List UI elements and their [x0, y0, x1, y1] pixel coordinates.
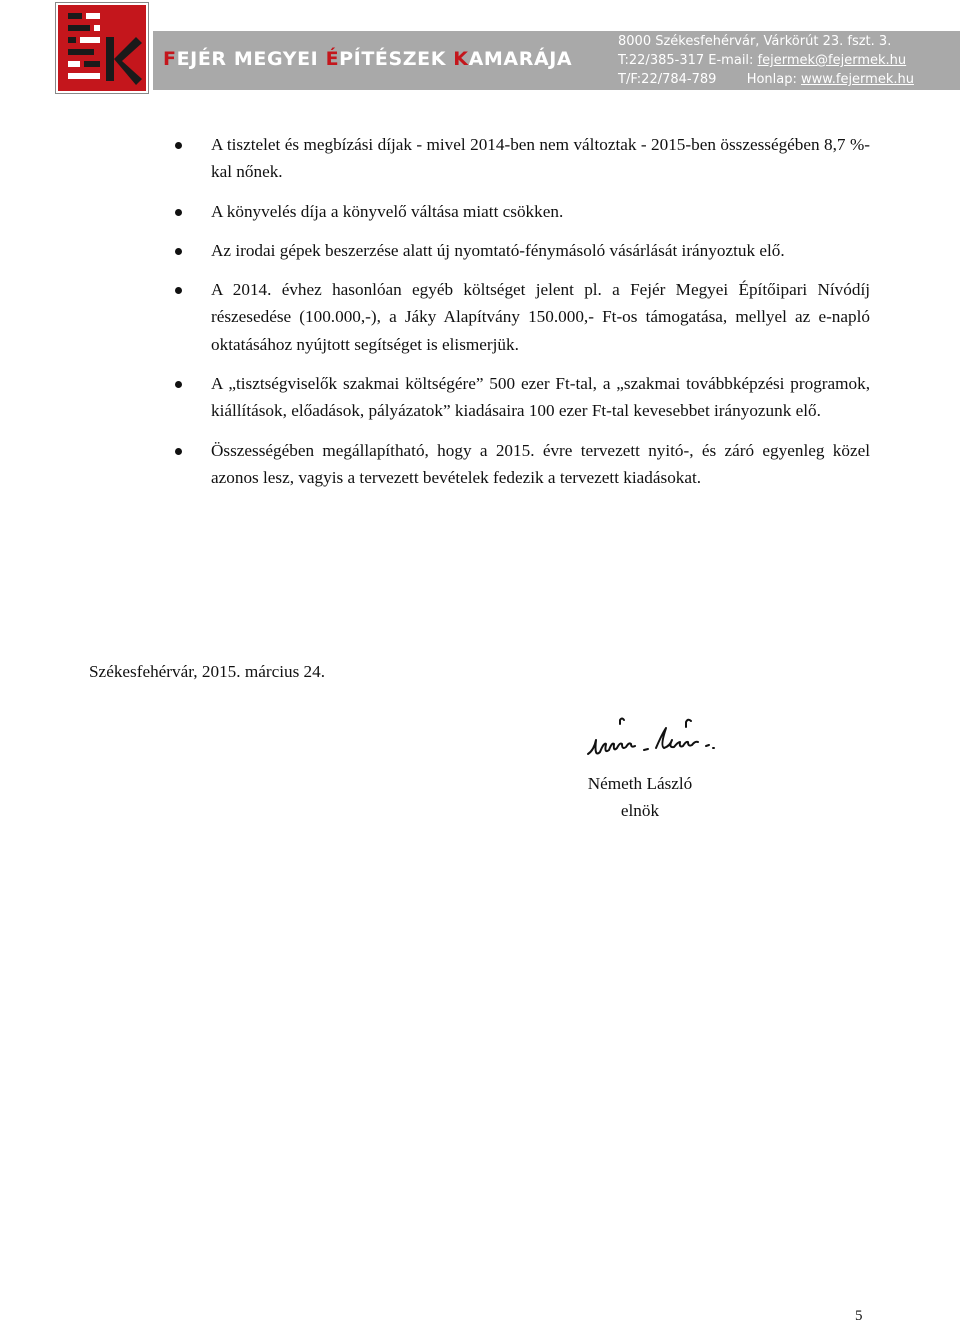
letterhead: [0, 0, 960, 96]
email-label: E-mail:: [708, 53, 754, 68]
org-name-part: PÍTÉSZEK: [339, 48, 454, 70]
contact-block: [618, 32, 958, 89]
web-label: Honlap:: [746, 72, 797, 87]
signatory-title: elnök: [620, 801, 660, 820]
org-name-part: K: [453, 48, 469, 70]
phone-email-row: [618, 51, 958, 70]
org-name-part: É: [325, 48, 340, 70]
list-item: Összességében megállapítható, hogy a 2015. évre tervezett nyitó-, és záró egyenleg közel azonos lesz, vagyis a tervezett bevételek fedezik a tervezett kiadásokat.: [211, 437, 870, 492]
fek-logo-icon: [58, 5, 146, 91]
page-number: 5: [855, 1308, 863, 1324]
chamber-logo: [55, 2, 149, 94]
place-and-date: Székesfehérvár, 2015. március 24.: [89, 662, 326, 681]
address: 8000 Székesfehérvár, Várkörút 23. fszt. 3.: [618, 34, 892, 49]
email-link[interactable]: fejermek@fejermek.hu: [757, 53, 907, 68]
org-name-part: EJÉR MEGYEI: [176, 48, 326, 70]
phone: T:22/385-317: [618, 53, 705, 68]
letterhead-band: [153, 31, 960, 90]
list-item: Az irodai gépek beszerzése alatt új nyomtató-fénymásoló vásárlását irányoztuk elő.: [211, 237, 870, 264]
list-item: A 2014. évhez hasonlóan egyéb költséget jelent pl. a Fejér Megyei Építőipari Nívódíj részesedése (100.000,-), a Jáky Alapítvány 150.000,- Ft-os támogatása, mellyel az e-napló oktatásához nyújtott segítséget is elismerjük.: [211, 276, 870, 358]
web-link[interactable]: www.fejermek.hu: [801, 72, 914, 87]
list-item: A „tisztségviselők szakmai költségére” 500 ezer Ft-tal, a „szakmai továbbképzési programok, kiállítások, előadások, pályázatok” kiadásaira 100 ezer Ft-tal kevesebbet irányozunk elő.: [211, 370, 870, 425]
signatory-name: Németh László: [587, 774, 693, 793]
list-item: A könyvelés díja a könyvelő váltása miatt csökken.: [211, 198, 870, 225]
org-name-part: F: [163, 48, 177, 70]
organization-name: [163, 48, 572, 70]
list-item: A tisztelet és megbízási díjak - mivel 2014-ben nem változtak - 2015-ben összességében 8,7 %-kal nőnek.: [211, 131, 870, 186]
fax-web-row: [618, 70, 958, 89]
org-name-part: AMARÁJA: [468, 48, 573, 70]
handwritten-signature: [582, 714, 722, 764]
fax: T/F:22/784-789: [618, 72, 717, 87]
budget-notes-list: [0, 131, 960, 503]
